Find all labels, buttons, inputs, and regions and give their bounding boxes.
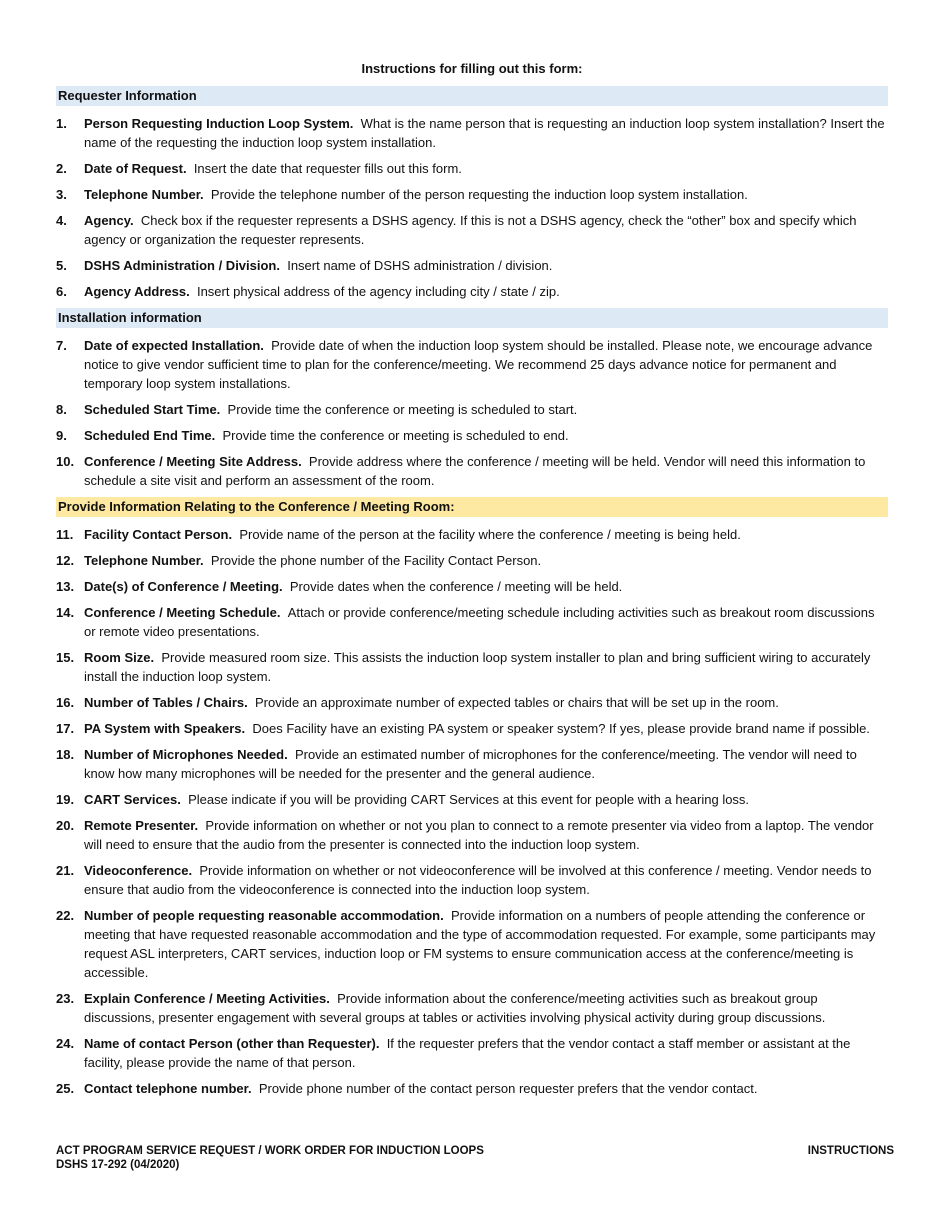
item-description: Check box if the requester represents a DSHS agency. If this is not a DSHS agency, check the “other” box and specify which agency or organization the requester represents.	[84, 213, 857, 247]
page-footer	[56, 1144, 894, 1172]
item-number: 15.	[56, 650, 75, 665]
section-heading: Installation information	[56, 308, 888, 328]
instruction-item	[56, 551, 888, 570]
item-text	[84, 256, 888, 275]
item-number: 13.	[56, 579, 75, 594]
item-label: Agency Address.	[84, 284, 190, 299]
item-text	[84, 1034, 888, 1072]
item-label: Videoconference.	[84, 863, 193, 878]
item-label: Date of expected Installation.	[84, 338, 264, 353]
footer-form-number: DSHS 17-292 (04/2020)	[56, 1159, 180, 1171]
item-label: Facility Contact Person.	[84, 527, 233, 542]
item-text	[84, 159, 888, 178]
instruction-item	[56, 693, 888, 712]
item-description: Provide name of the person at the facility where the conference / meeting is being held.	[239, 527, 741, 542]
instruction-item	[56, 603, 888, 641]
instruction-item	[56, 1079, 888, 1098]
item-description: If the requester prefers that the vendor contact a staff member or assistant at the facility, please provide the name of that person.	[84, 1036, 851, 1070]
item-text	[84, 211, 888, 249]
item-number: 1.	[56, 116, 67, 131]
item-label: Conference / Meeting Site Address.	[84, 454, 302, 469]
item-number: 14.	[56, 605, 75, 620]
item-number: 8.	[56, 402, 67, 417]
item-text	[84, 185, 888, 204]
item-description: Provide time the conference or meeting is scheduled to end.	[222, 428, 569, 443]
section-heading: Provide Information Relating to the Conference / Meeting Room:	[56, 497, 888, 517]
instructions-page	[56, 60, 888, 1105]
item-label: Explain Conference / Meeting Activities.	[84, 991, 330, 1006]
footer-form-name: ACT PROGRAM SERVICE REQUEST / WORK ORDER FOR INDUCTION LOOPS	[56, 1145, 484, 1157]
footer-page-label: INSTRUCTIONS	[807, 1145, 894, 1157]
instruction-item	[56, 577, 888, 596]
item-description: Provide information on a numbers of people attending the conference or meeting that have requested reasonable accommodation and the type of accommodation requested. For example, some participants may request ASL interpreters, CART services, induction loop or FM systems to ensure communication access at the conference/meeting is accessible.	[84, 908, 876, 980]
instruction-item	[56, 336, 888, 393]
item-label: Number of Microphones Needed.	[84, 747, 288, 762]
instruction-item	[56, 745, 888, 783]
item-description: Attach or provide conference/meeting schedule including activities such as breakout room discussions or remote video presentations.	[84, 605, 875, 639]
item-description: Provide date of when the induction loop system should be installed. Please note, we encourage advance notice to give vendor sufficient time to plan for the conference/meeting. We recommend 25 days advance notice for permanent and temporary loop system installations.	[84, 338, 873, 391]
item-number: 12.	[56, 553, 75, 568]
item-number: 25.	[56, 1081, 75, 1096]
instruction-item	[56, 525, 888, 544]
instruction-item	[56, 906, 888, 982]
item-number: 7.	[56, 338, 67, 353]
item-label: Name of contact Person (other than Requester).	[84, 1036, 380, 1051]
item-label: Number of Tables / Chairs.	[84, 695, 248, 710]
item-label: Agency.	[84, 213, 134, 228]
item-description: Provide the phone number of the Facility Contact Person.	[210, 553, 542, 568]
item-label: Person Requesting Induction Loop System.	[84, 116, 354, 131]
instruction-item	[56, 989, 888, 1027]
item-text	[84, 816, 888, 854]
item-text	[84, 452, 888, 490]
item-number: 10.	[56, 454, 75, 469]
item-number: 21.	[56, 863, 75, 878]
item-number: 24.	[56, 1036, 75, 1051]
item-label: Contact telephone number.	[84, 1081, 252, 1096]
item-text	[84, 719, 888, 738]
item-text	[84, 745, 888, 783]
instruction-item	[56, 452, 888, 490]
item-number: 16.	[56, 695, 75, 710]
item-text	[84, 400, 888, 419]
item-label: Room Size.	[84, 650, 155, 665]
item-text	[84, 114, 888, 152]
item-text	[84, 525, 888, 544]
item-label: Remote Presenter.	[84, 818, 199, 833]
item-text	[84, 693, 888, 712]
item-description: What is the name person that is requesting an induction loop system installation? Insert the name of the requesting the induction loop system installation.	[84, 116, 885, 150]
item-text	[84, 861, 888, 899]
item-label: Scheduled End Time.	[84, 428, 216, 443]
item-text	[84, 426, 888, 445]
item-label: Telephone Number.	[84, 553, 204, 568]
instruction-item	[56, 211, 888, 249]
item-number: 9.	[56, 428, 67, 443]
item-description: Insert physical address of the agency including city / state / zip.	[196, 284, 560, 299]
item-number: 5.	[56, 258, 67, 273]
item-number: 19.	[56, 792, 75, 807]
item-description: Provide information on whether or not videoconference will be involved at this conference / meeting. Vendor needs to ensure that audio from the videoconference is connected into the induction loop system.	[84, 863, 872, 897]
item-number: 23.	[56, 991, 75, 1006]
item-number: 4.	[56, 213, 67, 228]
item-text	[84, 577, 888, 596]
item-text	[84, 906, 888, 982]
instruction-item	[56, 648, 888, 686]
item-description: Provide dates when the conference / meeting will be held.	[289, 579, 623, 594]
item-description: Please indicate if you will be providing CART Services at this event for people with a hearing loss.	[188, 792, 750, 807]
item-description: Provide time the conference or meeting is scheduled to start.	[227, 402, 578, 417]
item-description: Provide the telephone number of the person requesting the induction loop system installation.	[210, 187, 748, 202]
item-number: 3.	[56, 187, 67, 202]
item-description: Does Facility have an existing PA system or speaker system? If yes, please provide brand name if possible.	[252, 721, 870, 736]
item-label: Number of people requesting reasonable accommodation.	[84, 908, 444, 923]
instruction-item	[56, 861, 888, 899]
item-text	[84, 648, 888, 686]
instruction-item	[56, 185, 888, 204]
item-text	[84, 282, 888, 301]
page-title: Instructions for filling out this form:	[361, 61, 583, 76]
item-text	[84, 989, 888, 1027]
item-number: 6.	[56, 284, 67, 299]
item-text	[84, 603, 888, 641]
item-description: Provide an approximate number of expected tables or chairs that will be set up in the room.	[254, 695, 779, 710]
item-label: Scheduled Start Time.	[84, 402, 221, 417]
instruction-item	[56, 256, 888, 275]
item-label: CART Services.	[84, 792, 181, 807]
item-description: Provide information about the conference/meeting activities such as breakout group discussions, presenter engagement with several groups at tables or activities involving physical activity during group discussions.	[84, 991, 826, 1025]
item-description: Provide phone number of the contact person requester prefers that the vendor contact.	[258, 1081, 758, 1096]
instruction-item	[56, 159, 888, 178]
item-number: 2.	[56, 161, 67, 176]
item-description: Provide measured room size. This assists the induction loop system installer to plan and bring sufficient wiring to accurately install the induction loop system.	[84, 650, 871, 684]
instruction-item	[56, 426, 888, 445]
item-description: Provide information on whether or not you plan to connect to a remote presenter via video from a laptop. The vendor will need to ensure that the audio from the presenter is connected into the induction loop system.	[84, 818, 874, 852]
instruction-item	[56, 282, 888, 301]
instruction-item	[56, 400, 888, 419]
item-number: 22.	[56, 908, 75, 923]
item-description: Insert the date that requester fills out this form.	[193, 161, 462, 176]
item-label: Date of Request.	[84, 161, 187, 176]
instruction-item	[56, 719, 888, 738]
item-number: 18.	[56, 747, 75, 762]
item-description: Insert name of DSHS administration / division.	[287, 258, 553, 273]
item-text	[84, 1079, 888, 1098]
instruction-item	[56, 1034, 888, 1072]
item-text	[84, 336, 888, 393]
instruction-item	[56, 114, 888, 152]
item-number: 17.	[56, 721, 75, 736]
item-text	[84, 790, 888, 809]
item-number: 20.	[56, 818, 75, 833]
item-text	[84, 551, 888, 570]
item-label: Date(s) of Conference / Meeting.	[84, 579, 283, 594]
item-label: Conference / Meeting Schedule.	[84, 605, 281, 620]
item-label: PA System with Speakers.	[84, 721, 246, 736]
instruction-item	[56, 816, 888, 854]
section-heading: Requester Information	[56, 86, 888, 106]
item-label: DSHS Administration / Division.	[84, 258, 280, 273]
instructions-body	[56, 86, 888, 1098]
item-label: Telephone Number.	[84, 187, 204, 202]
item-description: Provide address where the conference / meeting will be held. Vendor will need this information to schedule a site visit and perform an assessment of the room.	[84, 454, 866, 488]
item-number: 11.	[56, 527, 74, 542]
instruction-item	[56, 790, 888, 809]
item-description: Provide an estimated number of microphones for the conference/meeting. The vendor will need to know how many microphones will be needed for the presenter and the general audience.	[84, 747, 857, 781]
